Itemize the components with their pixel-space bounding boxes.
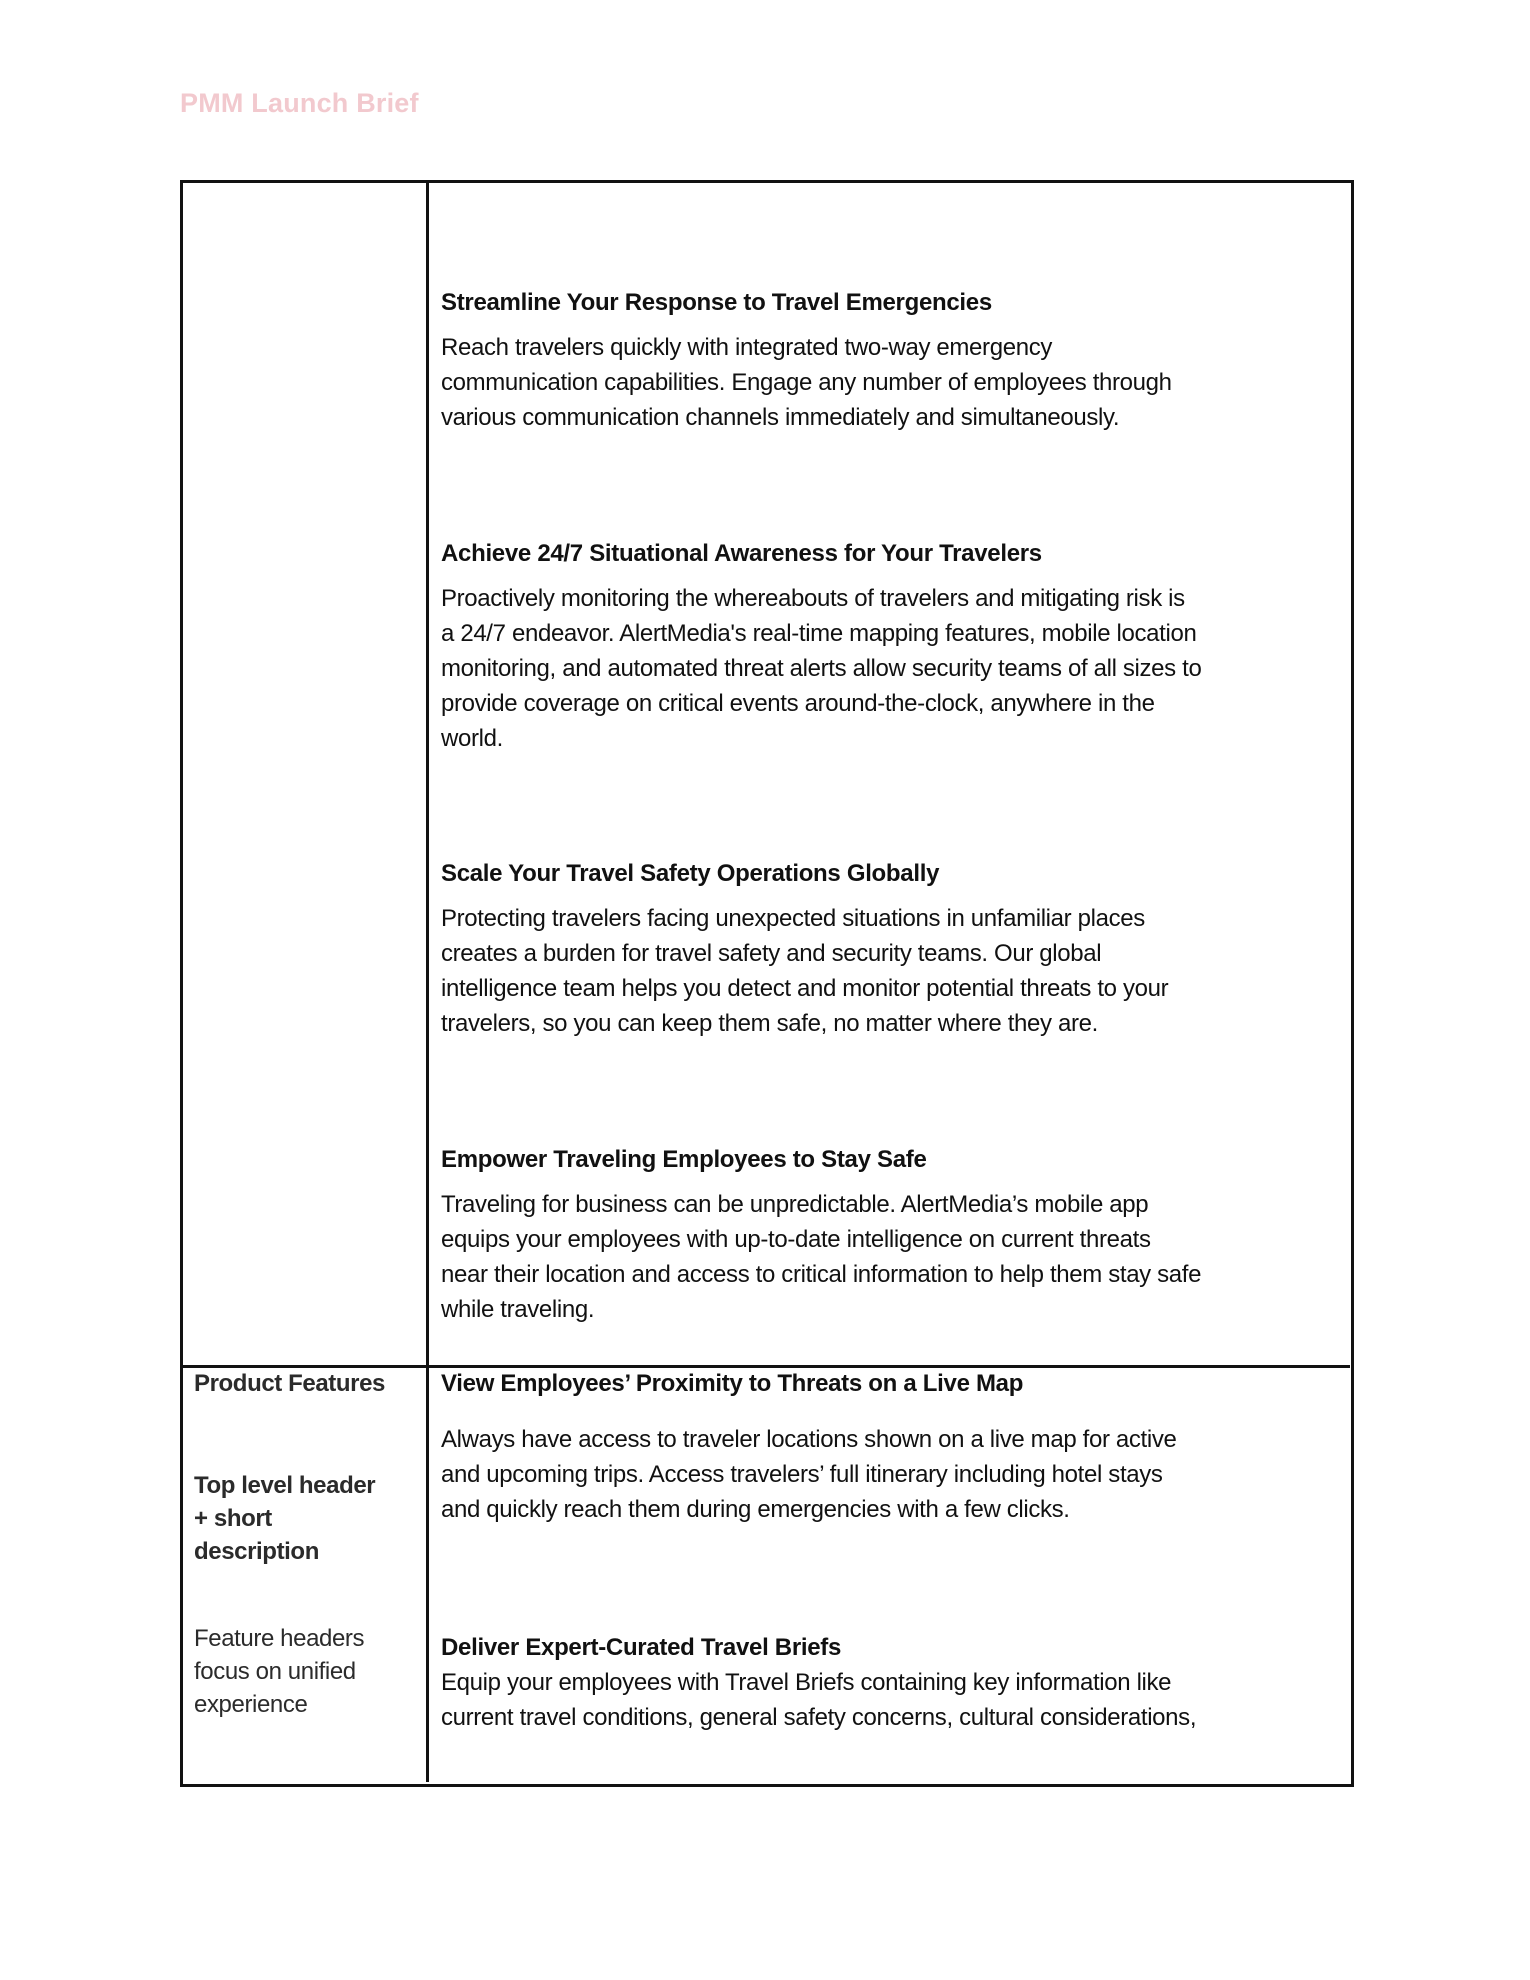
body-line: and quickly reach them during emergencies with a few clicks. [441, 1496, 1070, 1523]
section-travel-briefs [441, 1630, 1341, 1735]
section-streamline-response [441, 285, 1341, 435]
section-heading: View Employees’ Proximity to Threats on a Live Map [441, 1370, 1024, 1397]
label-line: experience [194, 1691, 308, 1718]
body-line: various communication channels immediately and simultaneously. [441, 404, 1120, 431]
body-line: Reach travelers quickly with integrated two-way emergency [441, 334, 1052, 361]
label-line: + short [194, 1505, 272, 1532]
section-heading: Scale Your Travel Safety Operations Globally [441, 860, 940, 887]
section-live-map [441, 1366, 1341, 1527]
body-line: Equip your employees with Travel Briefs containing key information like [441, 1669, 1172, 1696]
section-scale-operations [441, 856, 1341, 1041]
column-divider [426, 181, 429, 1782]
section-heading: Streamline Your Response to Travel Emergencies [441, 289, 992, 316]
section-empower-employees [441, 1142, 1341, 1327]
body-line: communication capabilities. Engage any number of employees through [441, 369, 1172, 396]
body-line: Proactively monitoring the whereabouts of travelers and mitigating risk is [441, 585, 1185, 612]
section-heading: Empower Traveling Employees to Stay Safe [441, 1146, 927, 1173]
section-body [441, 581, 1341, 756]
body-line: monitoring, and automated threat alerts allow security teams of all sizes to [441, 655, 1202, 682]
label-line: Top level header [194, 1472, 376, 1499]
body-line: equips your employees with up-to-date intelligence on current threats [441, 1226, 1151, 1253]
body-line: near their location and access to critical information to help them stay safe [441, 1261, 1202, 1288]
section-situational-awareness [441, 536, 1341, 756]
row-label-note [194, 1622, 422, 1721]
row-label-subheading [194, 1469, 422, 1568]
section-body [441, 1187, 1341, 1327]
body-line: Traveling for business can be unpredictable. AlertMedia’s mobile app [441, 1191, 1149, 1218]
body-line: and upcoming trips. Access travelers’ full itinerary including hotel stays [441, 1461, 1163, 1488]
body-line: intelligence team helps you detect and monitor potential threats to your [441, 975, 1169, 1002]
label-line: Feature headers [194, 1625, 365, 1652]
document-title: PMM Launch Brief [180, 88, 419, 118]
body-line: provide coverage on critical events around-the-clock, anywhere in the [441, 690, 1155, 717]
body-line: travelers, so you can keep them safe, no matter where they are. [441, 1010, 1098, 1037]
section-body [441, 330, 1341, 435]
body-line: world. [441, 725, 503, 752]
section-heading: Achieve 24/7 Situational Awareness for Your Travelers [441, 540, 1042, 567]
label-line: focus on unified [194, 1658, 356, 1685]
label-line: description [194, 1538, 319, 1565]
section-body [441, 901, 1341, 1041]
body-line: a 24/7 endeavor. AlertMedia's real-time mapping features, mobile location [441, 620, 1197, 647]
section-heading: Deliver Expert-Curated Travel Briefs [441, 1634, 842, 1661]
body-line: creates a burden for travel safety and security teams. Our global [441, 940, 1102, 967]
body-line: while traveling. [441, 1296, 595, 1323]
body-line: current travel conditions, general safety concerns, cultural considerations, [441, 1704, 1197, 1731]
section-body [441, 1422, 1341, 1527]
body-line: Protecting travelers facing unexpected situations in unfamiliar places [441, 905, 1145, 932]
row-label-heading: Product Features [194, 1370, 385, 1397]
body-line: Always have access to traveler locations shown on a live map for active [441, 1426, 1177, 1453]
section-body [441, 1665, 1341, 1735]
